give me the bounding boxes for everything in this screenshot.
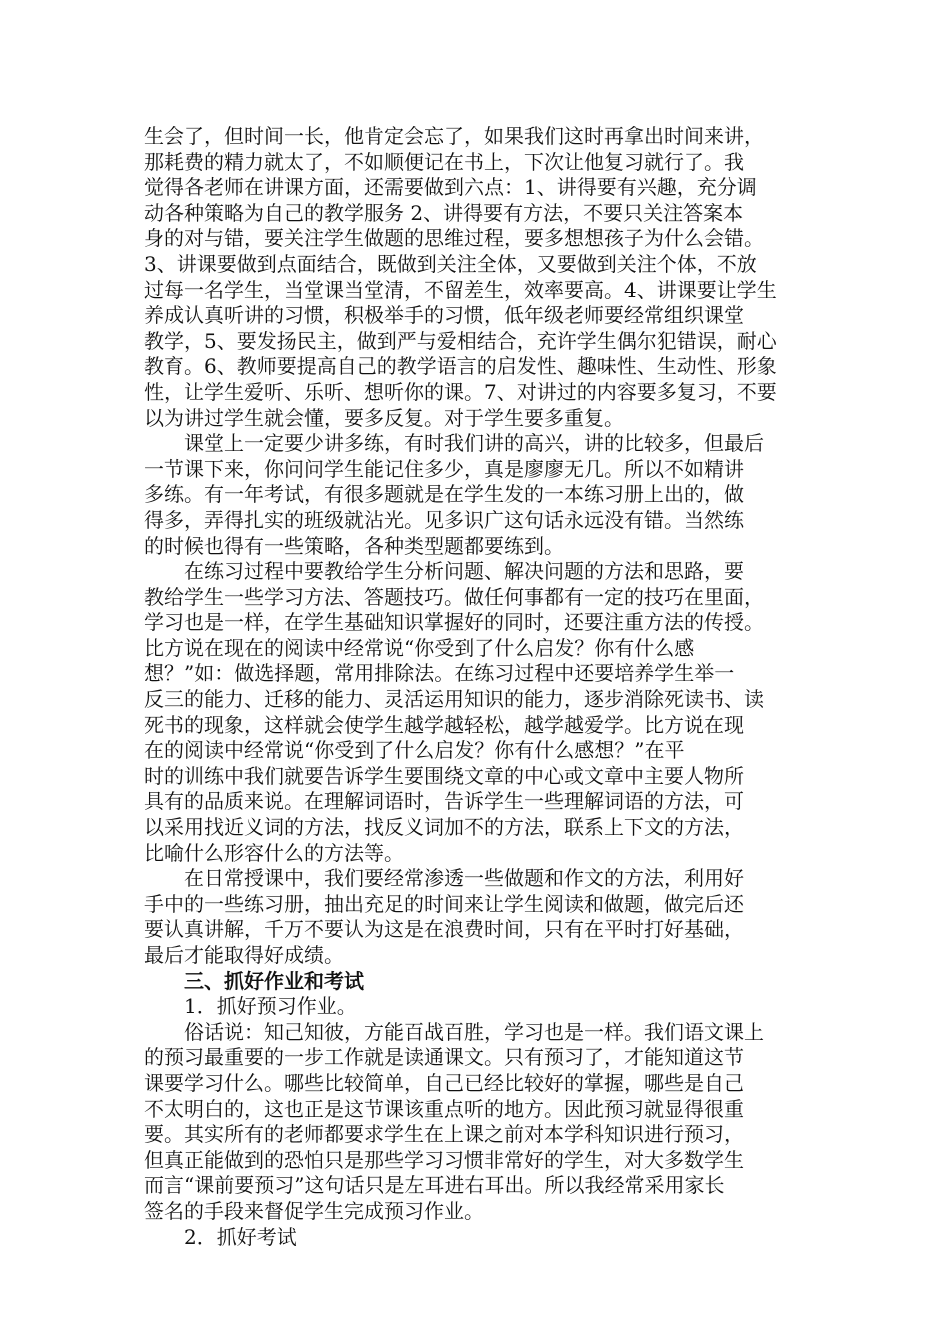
text-line: 俗话说：知己知彼，方能百战百胜，学习也是一样。我们语文课上 xyxy=(184,1019,764,1044)
text-line: 那耗费的精力就太了，不如顺便记在书上，下次让他复习就行了。我 xyxy=(144,149,744,174)
text-line: 一节课下来，你问问学生能记住多少，真是廖廖无几。所以不如精讲 xyxy=(144,456,744,481)
text-line: 学习也是一样，在学生基础知识掌握好的同时，还要注重方法的传授。 xyxy=(144,610,764,635)
section-heading: 三、抓好作业和考试 xyxy=(184,968,364,993)
text-line: 时的训练中我们就要告诉学生要围绕文章的中心或文章中主要人物所 xyxy=(144,763,744,788)
text-line: 最后才能取得好成绩。 xyxy=(144,943,344,967)
text-line: 课堂上一定要少讲多练，有时我们讲的高兴，讲的比较多，但最后 xyxy=(184,431,764,456)
text-line: 养成认真听讲的习惯，积极举手的习惯，低年级老师要经常组织课堂 xyxy=(144,303,744,328)
text-line: 反三的能力、迁移的能力、灵活运用知识的能力，逐步消除死读书、读 xyxy=(144,687,764,712)
text-line: 签名的手段来督促学生完成预习作业。 xyxy=(144,1198,484,1223)
text-line: 以为讲过学生就会懂，要多反复。对于学生要多重复。 xyxy=(144,405,624,430)
text-line: 2．抓好考试 xyxy=(184,1224,297,1249)
text-line: 教学，5、要发扬民主，做到严与爱相结合，充许学生偶尔犯错误，耐心 xyxy=(144,328,777,353)
text-line: 觉得各老师在讲课方面，还需要做到六点：1、讲得要有兴趣，充分调 xyxy=(144,175,757,200)
text-line: 想？”如：做选择题，常用排除法。在练习过程中还要培养学生举一 xyxy=(144,661,735,686)
text-line: 比喻什么形容什么的方法等。 xyxy=(144,840,404,865)
text-line: 以采用找近义词的方法，找反义词加不的方法，联系上下文的方法， xyxy=(144,815,744,840)
text-line: 不太明白的，这也正是这节课该重点听的地方。因此预习就显得很重 xyxy=(144,1096,744,1121)
text-line: 3、讲课要做到点面结合，既做到关注全体，又要做到关注个体，不放 xyxy=(144,251,757,276)
text-line: 但真正能做到的恐怕只是那些学习习惯非常好的学生，对大多数学生 xyxy=(144,1147,744,1172)
text-line: 过每一名学生，当堂课当堂清，不留差生，效率要高。4、讲课要让学生 xyxy=(144,277,777,302)
text-line: 课要学习什么。哪些比较简单，自己已经比较好的掌握，哪些是自己 xyxy=(144,1070,744,1095)
text-line: 的时候也得有一些策略，各种类型题都要练到。 xyxy=(144,533,564,558)
text-line: 身的对与错，要关注学生做题的思维过程，要多想想孩子为什么会错。 xyxy=(144,226,764,251)
text-line: 得多，弄得扎实的班级就沾光。见多识广这句话永远没有错。当然练 xyxy=(144,507,744,532)
text-line: 动各种策略为自己的教学服务 2、讲得要有方法，不要只关注答案本 xyxy=(144,200,744,225)
text-line: 要。其实所有的老师都要求学生在上课之前对本学科知识进行预习， xyxy=(144,1122,744,1147)
text-line: 手中的一些练习册，抽出充足的时间来让学生阅读和做题，做完后还 xyxy=(144,891,744,916)
text-line: 多练。有一年考试，有很多题就是在学生发的一本练习册上出的，做 xyxy=(144,482,744,507)
text-line: 在练习过程中要教给学生分析问题、解决问题的方法和思路，要 xyxy=(184,559,744,584)
text-line: 教育。6、教师要提高自己的教学语言的启发性、趣味性、生动性、形象 xyxy=(144,354,777,379)
text-line: 在的阅读中经常说“你受到了什么启发？你有什么感想？”在平 xyxy=(144,738,685,763)
text-line: 而言“课前要预习”这句话只是左耳进右耳出。所以我经常采用家长 xyxy=(144,1173,725,1198)
text-line: 在日常授课中，我们要经常渗透一些做题和作文的方法，利用好 xyxy=(184,866,744,891)
text-line: 的预习最重要的一步工作就是读通课文。只有预习了，才能知道这节 xyxy=(144,1045,744,1070)
text-line: 生会了，但时间一长，他肯定会忘了，如果我们这时再拿出时间来讲， xyxy=(144,124,764,148)
text-line: 教给学生一些学习方法、答题技巧。做任何事都有一定的技巧在里面， xyxy=(144,584,764,609)
text-line: 死书的现象，这样就会使学生越学越轻松，越学越爱学。比方说在现 xyxy=(144,712,744,737)
text-line: 要认真讲解，千万不要认为这是在浪费时间，只有在平时打好基础， xyxy=(144,917,744,942)
document-body xyxy=(144,124,814,1250)
text-line: 具有的品质来说。在理解词语时，告诉学生一些理解词语的方法，可 xyxy=(144,789,744,814)
text-line: 性，让学生爱听、乐听、想听你的课。7、对讲过的内容要多复习，不要 xyxy=(144,379,777,404)
text-line: 比方说在现在的阅读中经常说“你受到了什么启发？你有什么感 xyxy=(144,635,695,660)
text-line: 1．抓好预习作业。 xyxy=(184,994,357,1019)
